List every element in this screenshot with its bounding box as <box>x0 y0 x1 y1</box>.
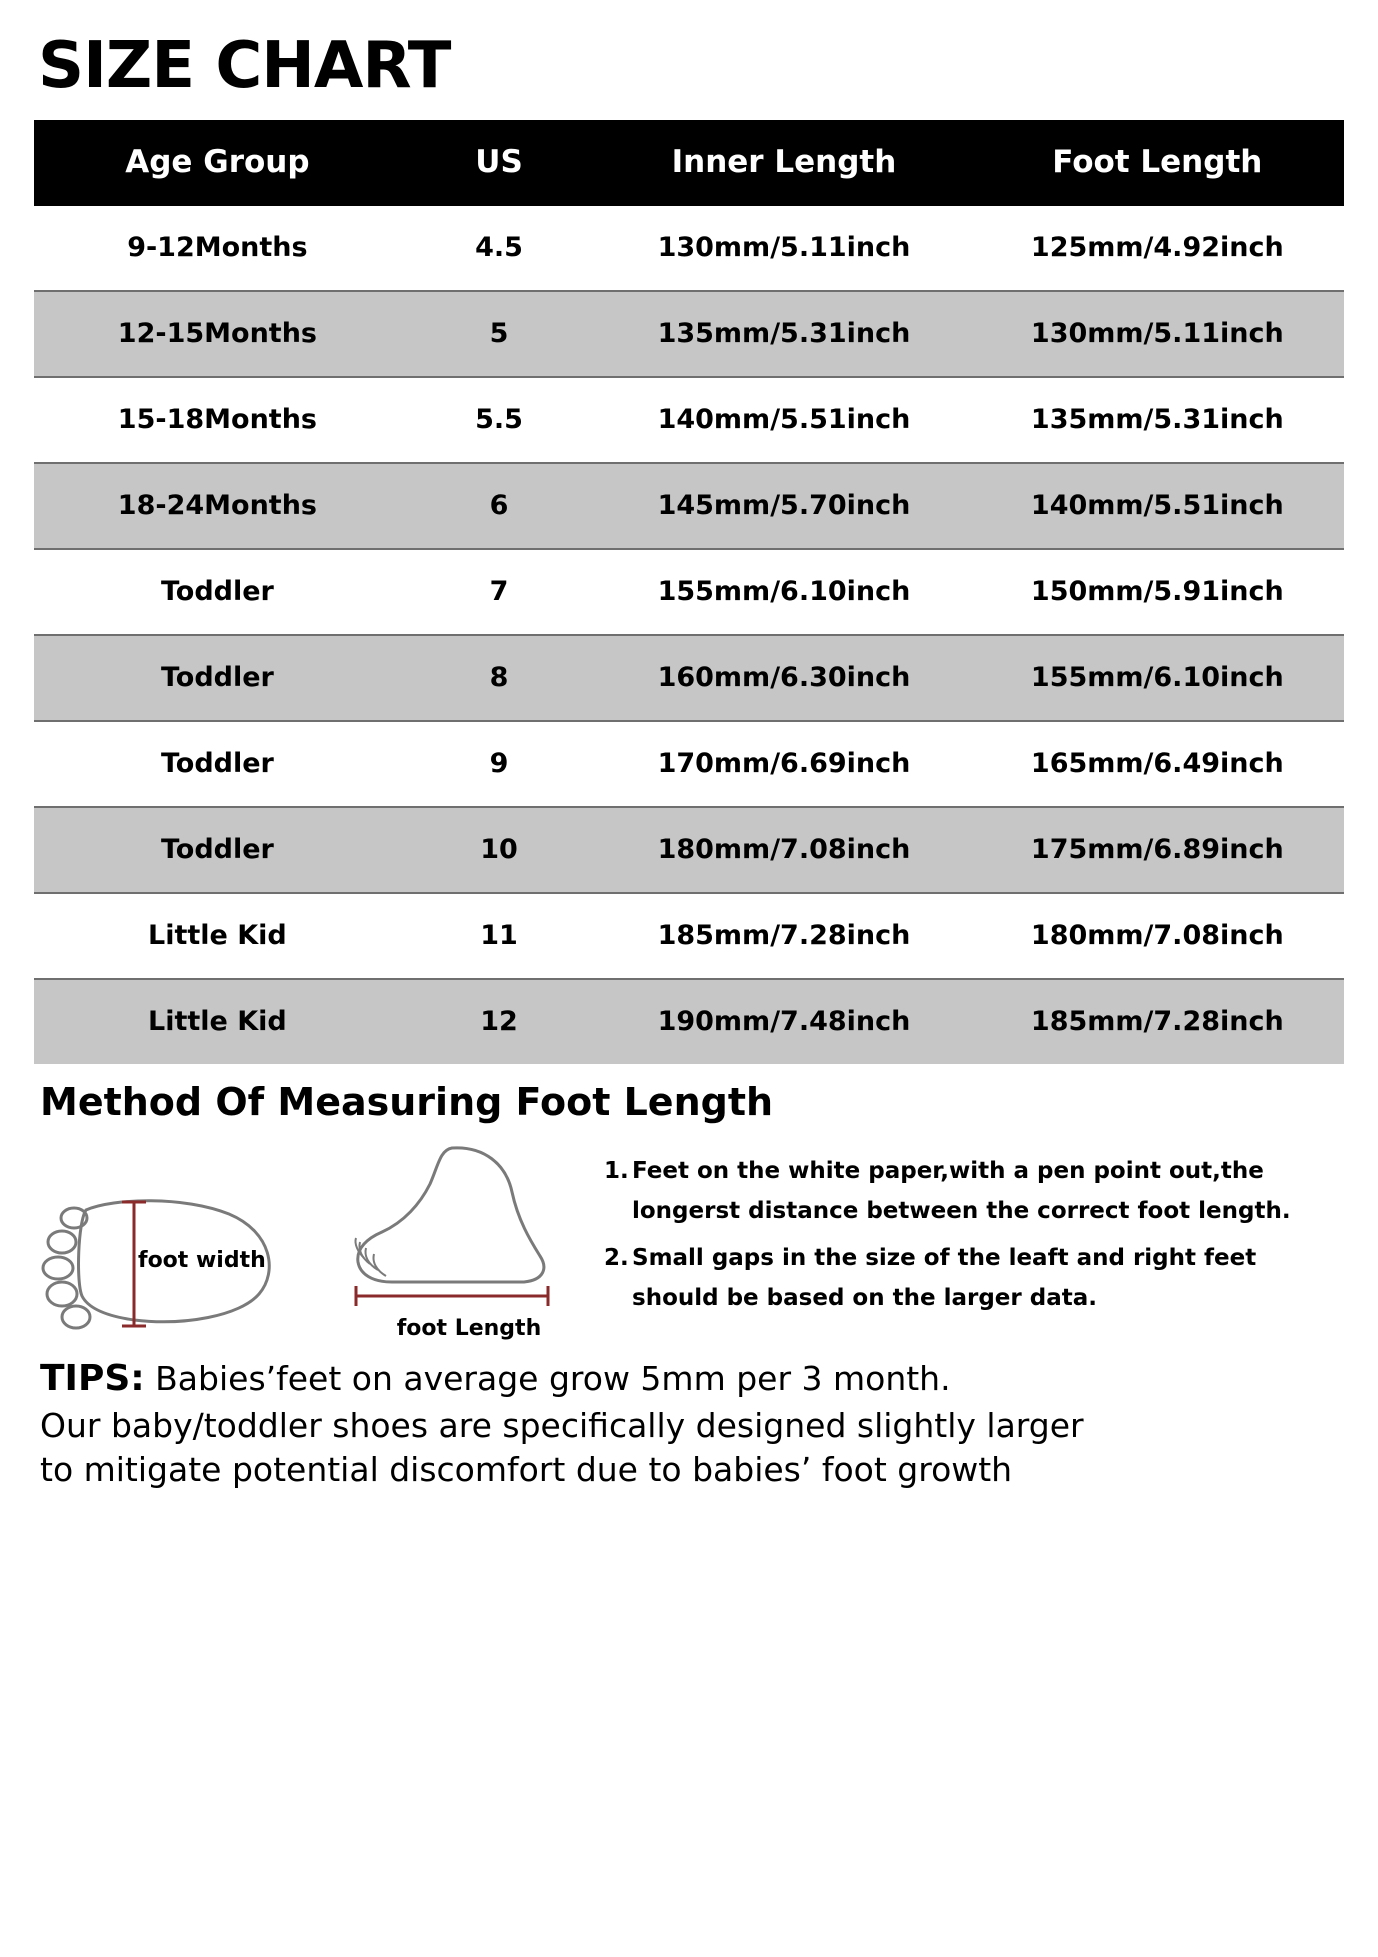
cell-foot-length: 150mm/5.91inch <box>971 549 1344 635</box>
column-header-us: US <box>401 120 598 206</box>
table-row <box>34 377 1344 463</box>
cell-inner-length: 135mm/5.31inch <box>597 291 970 377</box>
tips-first-line <box>40 1355 1344 1404</box>
tips-label: TIPS: <box>40 1358 145 1399</box>
step-item <box>604 1152 1344 1231</box>
method-heading: Method Of Measuring Foot Length <box>40 1080 774 1124</box>
cell-inner-length: 170mm/6.69inch <box>597 721 970 807</box>
cell-age-group: 18-24Months <box>34 463 401 549</box>
cell-age-group: Toddler <box>34 721 401 807</box>
tips-line-3: to mitigate potential discomfort due to babies’ foot growth <box>40 1450 1013 1490</box>
step-item <box>604 1239 1344 1318</box>
cell-foot-length: 175mm/6.89inch <box>971 807 1344 893</box>
cell-us: 7 <box>401 549 598 635</box>
foot-width-diagram <box>34 1130 334 1340</box>
cell-us: 12 <box>401 979 598 1064</box>
page-title: SIZE CHART <box>38 29 451 103</box>
cell-inner-length: 185mm/7.28inch <box>597 893 970 979</box>
step-line: longerst distance between the correct foot length. <box>632 1197 1291 1224</box>
tips-line-2: Our baby/toddler shoes are specifically designed slightly larger <box>40 1405 1084 1445</box>
tips-section <box>40 1355 1344 1493</box>
cell-us: 5.5 <box>401 377 598 463</box>
cell-inner-length: 160mm/6.30inch <box>597 635 970 721</box>
column-header-foot-length: Foot Length <box>971 120 1344 206</box>
method-section <box>34 1130 1344 1341</box>
step-line: Feet on the white paper,with a pen point out,the <box>632 1158 1264 1184</box>
table-row <box>34 893 1344 979</box>
step-text <box>632 1239 1344 1318</box>
table-row <box>34 721 1344 807</box>
table-row <box>34 206 1344 291</box>
cell-age-group: Toddler <box>34 635 401 721</box>
foot-length-diagram <box>334 1130 594 1341</box>
table-row <box>34 463 1344 549</box>
cell-inner-length: 140mm/5.51inch <box>597 377 970 463</box>
cell-foot-length: 130mm/5.11inch <box>971 291 1344 377</box>
foot-side-icon <box>334 1140 574 1310</box>
cell-inner-length: 155mm/6.10inch <box>597 549 970 635</box>
cell-age-group: Toddler <box>34 807 401 893</box>
cell-age-group: 12-15Months <box>34 291 401 377</box>
cell-foot-length: 185mm/7.28inch <box>971 979 1344 1064</box>
cell-age-group: 15-18Months <box>34 377 401 463</box>
column-header-inner-length: Inner Length <box>597 120 970 206</box>
cell-us: 5 <box>401 291 598 377</box>
table-header <box>34 120 1344 206</box>
cell-foot-length: 165mm/6.49inch <box>971 721 1344 807</box>
table-row <box>34 979 1344 1064</box>
cell-age-group: Little Kid <box>34 979 401 1064</box>
cell-inner-length: 180mm/7.08inch <box>597 807 970 893</box>
cell-us: 6 <box>401 463 598 549</box>
cell-us: 8 <box>401 635 598 721</box>
table-body <box>34 206 1344 1064</box>
cell-age-group: Little Kid <box>34 893 401 979</box>
cell-inner-length: 130mm/5.11inch <box>597 206 970 291</box>
tips-line-1: Babies’feet on average grow 5mm per 3 month. <box>155 1359 951 1398</box>
foot-width-label: foot width <box>138 1248 266 1273</box>
step-number: 2. <box>604 1245 629 1272</box>
cell-age-group: 9-12Months <box>34 206 401 291</box>
step-line: should be based on the larger data. <box>632 1284 1097 1311</box>
cell-foot-length: 180mm/7.08inch <box>971 893 1344 979</box>
cell-inner-length: 190mm/7.48inch <box>597 979 970 1064</box>
cell-us: 10 <box>401 807 598 893</box>
cell-us: 4.5 <box>401 206 598 291</box>
cell-inner-length: 145mm/5.70inch <box>597 463 970 549</box>
table-row <box>34 291 1344 377</box>
column-header-age-group: Age Group <box>34 120 401 206</box>
table-row <box>34 807 1344 893</box>
cell-age-group: Toddler <box>34 549 401 635</box>
table-row <box>34 549 1344 635</box>
step-number: 1. <box>604 1158 629 1184</box>
step-text <box>632 1152 1344 1231</box>
cell-foot-length: 155mm/6.10inch <box>971 635 1344 721</box>
size-chart-table <box>34 120 1344 1064</box>
cell-foot-length: 135mm/5.31inch <box>971 377 1344 463</box>
table-row <box>34 635 1344 721</box>
step-line: Small gaps in the size of the leaft and right feet <box>632 1245 1257 1272</box>
cell-us: 9 <box>401 721 598 807</box>
cell-foot-length: 125mm/4.92inch <box>971 206 1344 291</box>
table-header-row <box>34 120 1344 206</box>
measuring-steps <box>594 1130 1344 1326</box>
foot-length-label: foot Length <box>396 1316 542 1341</box>
cell-us: 11 <box>401 893 598 979</box>
cell-foot-length: 140mm/5.51inch <box>971 463 1344 549</box>
